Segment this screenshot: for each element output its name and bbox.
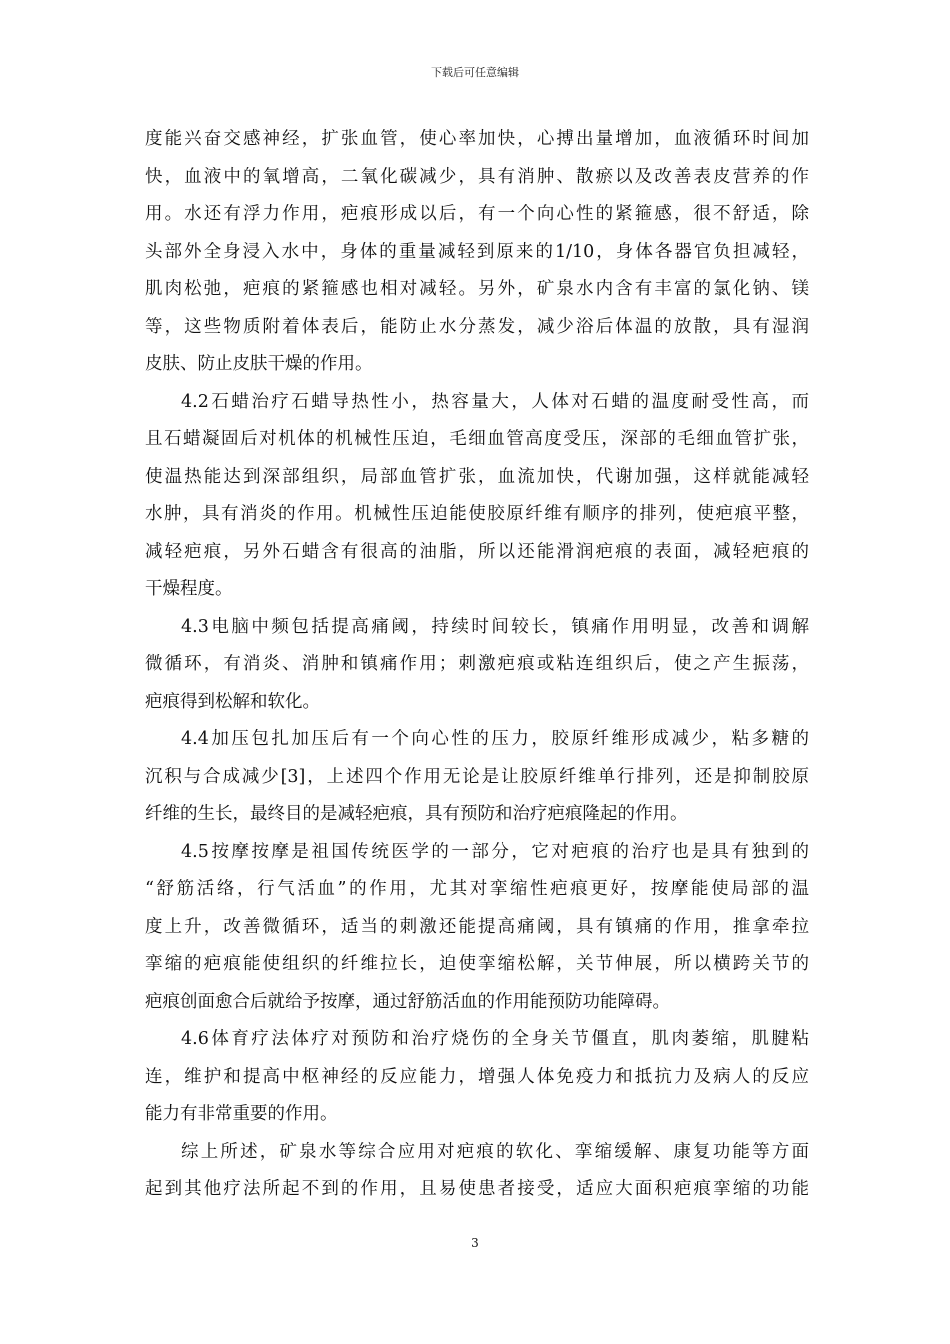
text-line: 减轻疤痕，另外石蜡含有很高的油脂，所以还能滑润疤痕的表面，减轻疤痕的 — [145, 541, 809, 562]
text-line: 沉积与合成减少[3]，上述四个作用无论是让胶原纤维单行排列，还是抑制胶原 — [145, 766, 809, 787]
text-line: 4.2石蜡治疗石蜡导热性小，热容量大，人体对石蜡的温度耐受性高，而 — [181, 391, 809, 412]
text-line: 水肿，具有消炎的作用。机械性压迫能使胶原纤维有顺序的排列，使疤痕平整， — [145, 504, 809, 524]
text-line: 快，血液中的氧增高，二氧化碳减少，具有消肿、散瘀以及改善表皮营养的作 — [145, 166, 809, 187]
text-line: 干燥程度。 — [145, 579, 233, 599]
paragraph-4-6 — [145, 1021, 809, 1134]
text-line: 度能兴奋交感神经，扩张血管，使心率加快，心搏出量增加，血液循环时间加 — [145, 129, 809, 149]
paragraph-4-4 — [145, 721, 809, 834]
document-body — [145, 121, 809, 1209]
paragraph-4-3 — [145, 609, 809, 722]
paragraph — [145, 121, 809, 384]
text-line: 挛缩的疤痕能使组织的纤维拉长，迫使挛缩松解，关节伸展，所以横跨关节的 — [145, 954, 809, 974]
text-line: 等，这些物质附着体表后，能防止水分蒸发，减少浴后体温的放散，具有湿润 — [145, 316, 809, 337]
text-line: 度上升，改善微循环，适当的刺激还能提高痛阈，具有镇痛的作用，推拿牵拉 — [145, 916, 809, 937]
text-line: 皮肤、防止皮肤干燥的作用。 — [145, 354, 373, 374]
text-line: 且石蜡凝固后对机体的机械性压迫，毛细血管高度受压，深部的毛细血管扩张， — [145, 429, 809, 449]
text-line: 能力有非常重要的作用。 — [145, 1104, 338, 1124]
text-line: 起到其他疗法所起不到的作用，且易使患者接受，适应大面积疤痕挛缩的功能 — [145, 1179, 809, 1199]
page-header: 下载后可任意编辑 — [431, 66, 519, 79]
text-line: 使温热能达到深部组织，局部血管扩张，血流加快，代谢加强，这样就能减轻 — [145, 466, 809, 487]
text-line: 疤痕创面愈合后就给予按摩，通过舒筋活血的作用能预防功能障碍。 — [145, 991, 670, 1012]
text-line: 用。水还有浮力作用，疤痕形成以后，有一个向心性的紧箍感，很不舒适，除 — [145, 204, 809, 224]
text-line: 肌肉松弛，疤痕的紧箍感也相对减轻。另外，矿泉水内含有丰富的氯化钠、镁 — [145, 279, 809, 299]
text-line: 4.6体育疗法体疗对预防和治疗烧伤的全身关节僵直，肌肉萎缩，肌腱粘 — [181, 1029, 809, 1049]
text-line: 头部外全身浸入水中，身体的重量减轻到原来的1/10，身体各器官负担减轻， — [145, 241, 809, 262]
page-number: 3 — [471, 1236, 479, 1250]
paragraph-4-5 — [145, 834, 809, 1022]
paragraph-summary — [145, 1134, 809, 1209]
text-line: 微循环，有消炎、消肿和镇痛作用；刺激疤痕或粘连组织后，使之产生振荡， — [145, 654, 809, 674]
text-line: 纤维的生长，最终目的是减轻疤痕，具有预防和治疗疤痕隆起的作用。 — [145, 804, 688, 824]
text-line: 疤痕得到松解和软化。 — [145, 691, 320, 712]
text-line: 4.3电脑中频包括提高痛阈，持续时间较长，镇痛作用明显，改善和调解 — [181, 616, 809, 637]
text-line: 4.5按摩按摩是祖国传统医学的一部分，它对疤痕的治疗也是具有独到的 — [181, 841, 809, 862]
text-line: 4.4加压包扎加压后有一个向心性的压力，胶原纤维形成减少，粘多糖的 — [181, 729, 809, 749]
text-line: 综上所述，矿泉水等综合应用对疤痕的软化、挛缩缓解、康复功能等方面 — [181, 1141, 809, 1162]
paragraph-4-2 — [145, 384, 809, 609]
text-line: 连，维护和提高中枢神经的反应能力，增强人体免疫力和抵抗力及病人的反应 — [145, 1066, 809, 1087]
text-line: “舒筋活络，行气活血”的作用，尤其对挛缩性疤痕更好，按摩能使局部的温 — [145, 879, 809, 899]
